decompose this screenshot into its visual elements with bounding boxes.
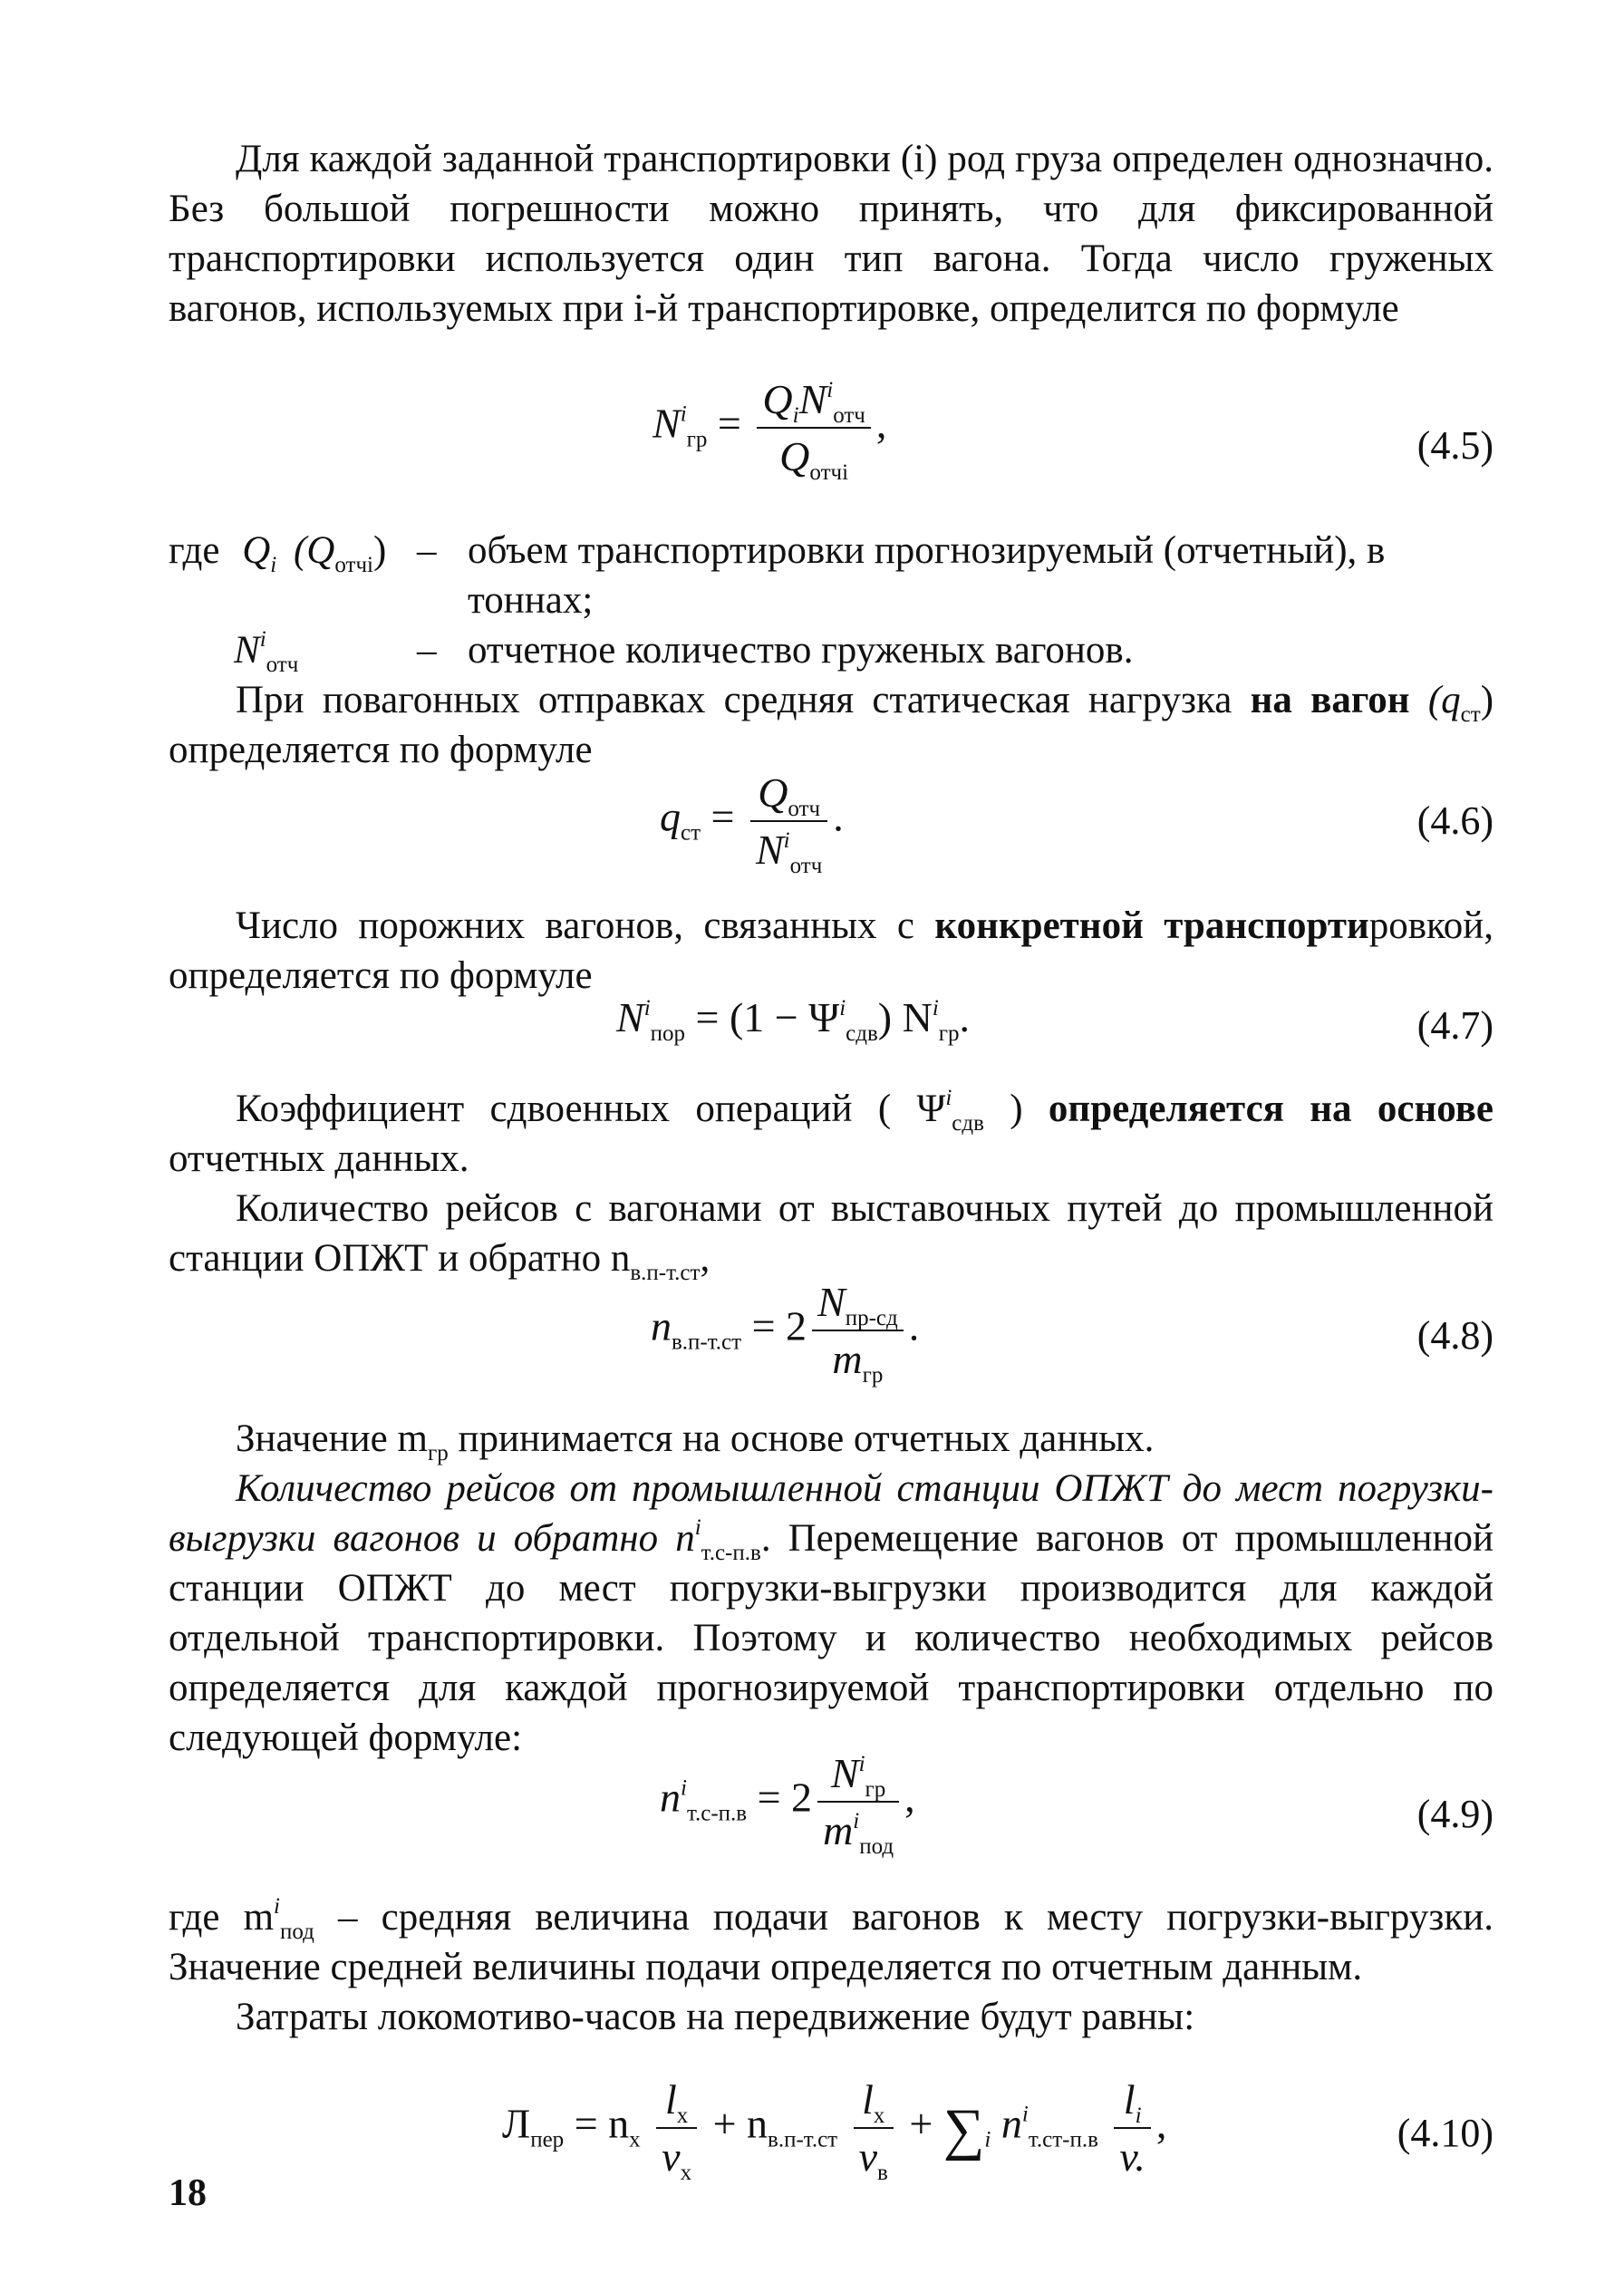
equation-4-5: $N^i_{гр}$ = $\frac{Q_iN^i_{отч}}{Q_{отчi}}$ ,	[652, 376, 887, 485]
definition-q-dash: –	[417, 529, 437, 572]
equation-4-7: $N^i_{пор} = (1 - \Psi^i_{сдв})$ $N^i_{гр}$.	[616, 994, 971, 1046]
definition-q: где $Q_i$ $(Q_{отчi})$	[169, 529, 387, 577]
equation-4-8: $n_{в.п-т.ст} = 2$ $\frac{N_{пр-сд}}{m_{гр}}$ .	[651, 1279, 920, 1388]
equation-number-4-7: (4.7)	[1416, 1003, 1494, 1048]
equation-4-6: $q_{ст}$ = $\frac{Q_{отч}}{N^i_{отч}}$ .	[660, 769, 844, 878]
paragraph-feed-value: где $m^i_{под}$ – средняя величина подачи вагонов к месту погрузки-выгрузки. Значение средней величины подачи определяется по отчетным данным.	[169, 1894, 1494, 1988]
definition-n-text: отчетное количество груженых вагонов.	[468, 629, 1134, 672]
equation-number-4-10: (4.10)	[1397, 2111, 1494, 2155]
definition-q-text: объем транспортировки прогнозируемый (отчетный), в тоннах;	[468, 529, 1386, 622]
equation-4-10: $Л_{пер} = n_х$ $\frac{l_х}{v_х}$ + $n_{в.п-т.ст}$ $\frac{l_х}{v_в}$ + $\sum_i$ $n^i_{т.ст-п.в}$ $\frac{l_i}{v.}$ ,	[502, 2076, 1167, 2185]
paragraph-empty-wagons: Число порожних вагонов, связанных с конкретной транспортировкой, определяется по формуле	[169, 904, 1494, 997]
page-number: 18	[169, 2172, 207, 2214]
paragraph-trips: Количество рейсов с вагонами от выставочных путей до промышленной станции ОПЖТ и обратно $n_{в.п-т.ст}$,	[169, 1187, 1494, 1285]
equation-number-4-5: (4.5)	[1416, 423, 1494, 468]
equation-4-9: $n^i_{т.с-п.в} = 2$ $\frac{N^i_{гр}}{m^i_{под}}$ ,	[660, 1750, 915, 1859]
definition-n: $N^i_{отч}$	[234, 627, 299, 677]
equation-number-4-6: (4.6)	[1416, 798, 1494, 843]
paragraph-industrial-station: Количество рейсов от промышленной станции ОПЖТ до мест погрузки-выгрузки вагонов и обратно $n^i_{т.с-п.в}$. Перемещение вагонов от промышленной станции ОПЖТ до мест погрузки-выгрузки производится для каждой отдельной транспортировки. Поэтому и количество необходимых рейсов определяется для каждой прогнозируемой транспортировки отдельно по следующей формуле:	[169, 1467, 1494, 1759]
equation-number-4-9: (4.9)	[1416, 1792, 1494, 1836]
paragraph-coefficient: Коэффициент сдвоенных операций ( $\Psi^i_{сдв}$ ) определяется на основе отчетных данных.	[169, 1086, 1494, 1180]
paragraph-m-value: Значение $m_{гр}$ принимается на основе отчетных данных.	[236, 1417, 1155, 1465]
equation-number-4-8: (4.8)	[1416, 1313, 1494, 1358]
definition-n-dash: –	[417, 629, 437, 672]
paragraph-intro: Для каждой заданной транспортировки (i) род груза определен однозначно. Без большой погрешности можно принять, что для фиксированной транспортировки используется один тип вагона. Тогда число груженых вагонов, используемых при i-й транспортировке, определится по формуле	[169, 138, 1494, 330]
paragraph-locomotive-hours: Затраты локомотиво-часов на передвижение будут равны:	[236, 1996, 1195, 2038]
paragraph-static-load: При повагонных отправках средняя статическая нагрузка на вагон $(q_{ст})$ определяется по формуле	[169, 679, 1494, 771]
